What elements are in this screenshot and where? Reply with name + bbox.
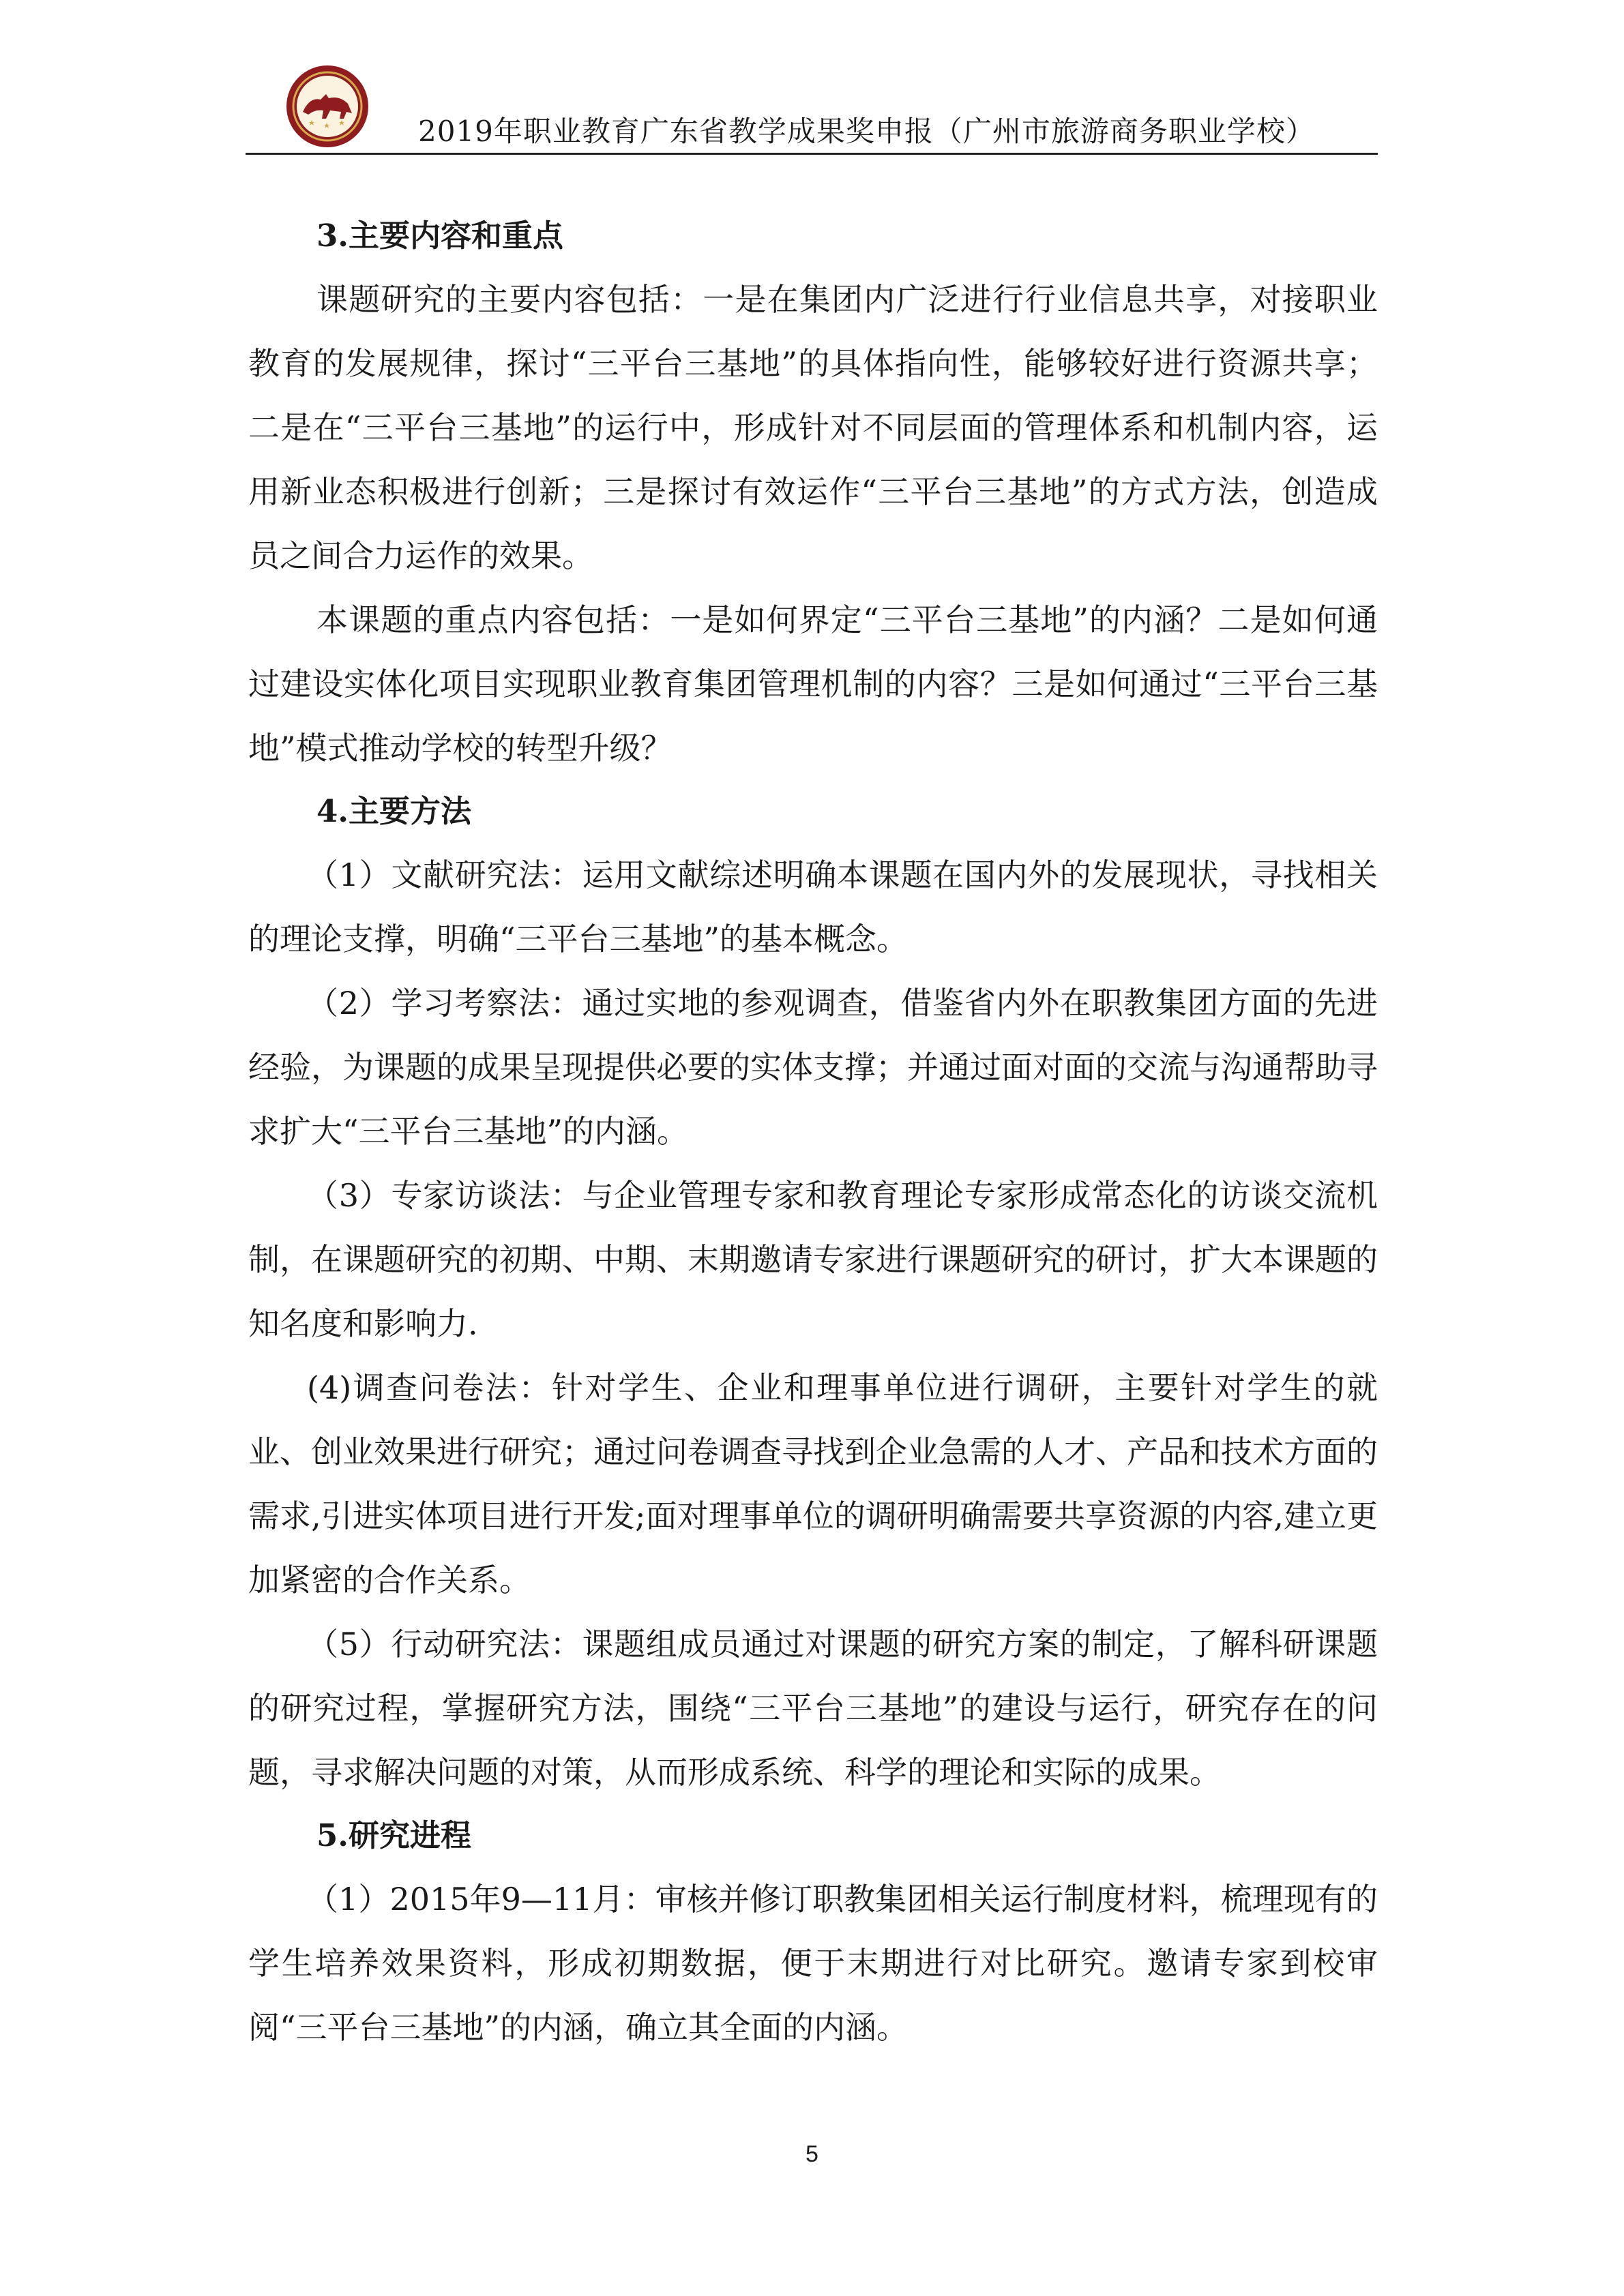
page-number: 5 [806,2141,818,2167]
section-heading: 4.主要方法 [316,793,471,829]
paragraph: 课题研究的主要内容包括：一是在集团内广泛进行行业信息共享，对接职业教育的发展规律，探讨“三平台三基地”的具体指向性，能够较好进行资源共享；二是在“三平台三基地”的运行中，形成针对不同层面的管理体系和机制内容，运用新业态积极进行创新；三是探讨有效运作“三平台三基地”的方式方法，创造成员之间合力运作的效果。 [248,281,1378,574]
school-logo [285,64,370,149]
paragraph: （1）文献研究法：运用文献综述明确本课题在国内外的发展现状，寻找相关的理论支撑，明确“三平台三基地”的基本概念。 [248,856,1378,957]
paragraph: (4)调查问卷法：针对学生、企业和理事单位进行调研，主要针对学生的就业、创业效果进行研究；通过问卷调查寻找到企业急需的人才、产品和技术方面的需求,引进实体项目进行开发;面对理事单位的调研明确需要共享资源的内容,建立更加紧密的合作关系。 [248,1369,1378,1598]
header-title: 2019年职业教育广东省教学成果奖申报（广州市旅游商务职业学校） [418,115,1315,148]
document-body [248,205,1378,2059]
paragraph: （3）专家访谈法：与企业管理专家和教育理论专家形成常态化的访谈交流机制，在课题研究的初期、中期、末期邀请专家进行课题研究的研讨，扩大本课题的知名度和影响力. [248,1177,1378,1342]
section-heading: 5.研究进程 [316,1817,471,1853]
paragraph: 本课题的重点内容包括：一是如何界定“三平台三基地”的内涵？二是如何通过建设实体化项目实现职业教育集团管理机制的内容？三是如何通过“三平台三基地”模式推动学校的转型升级？ [248,601,1378,766]
header-divider [246,153,1378,155]
paragraph: （5）行动研究法：课题组成员通过对课题的研究方案的制定，了解科研课题的研究过程，掌握研究方法，围绕“三平台三基地”的建设与运行，研究存在的问题，寻求解决问题的对策，从而形成系统、科学的理论和实际的成果。 [248,1626,1378,1791]
page-header [246,41,1378,158]
paragraph: （1）2015年9—11月：审核并修订职教集团相关运行制度材料，梳理现有的学生培养效果资料，形成初期数据，便于末期进行对比研究。邀请专家到校审阅“三平台三基地”的内涵，确立其全面的内涵。 [248,1881,1378,2046]
section-heading: 3.主要内容和重点 [316,218,563,254]
paragraph: （2）学习考察法：通过实地的参观调查，借鉴省内外在职教集团方面的先进经验，为课题的成果呈现提供必要的实体支撑；并通过面对面的交流与沟通帮助寻求扩大“三平台三基地”的内涵。 [248,985,1378,1150]
